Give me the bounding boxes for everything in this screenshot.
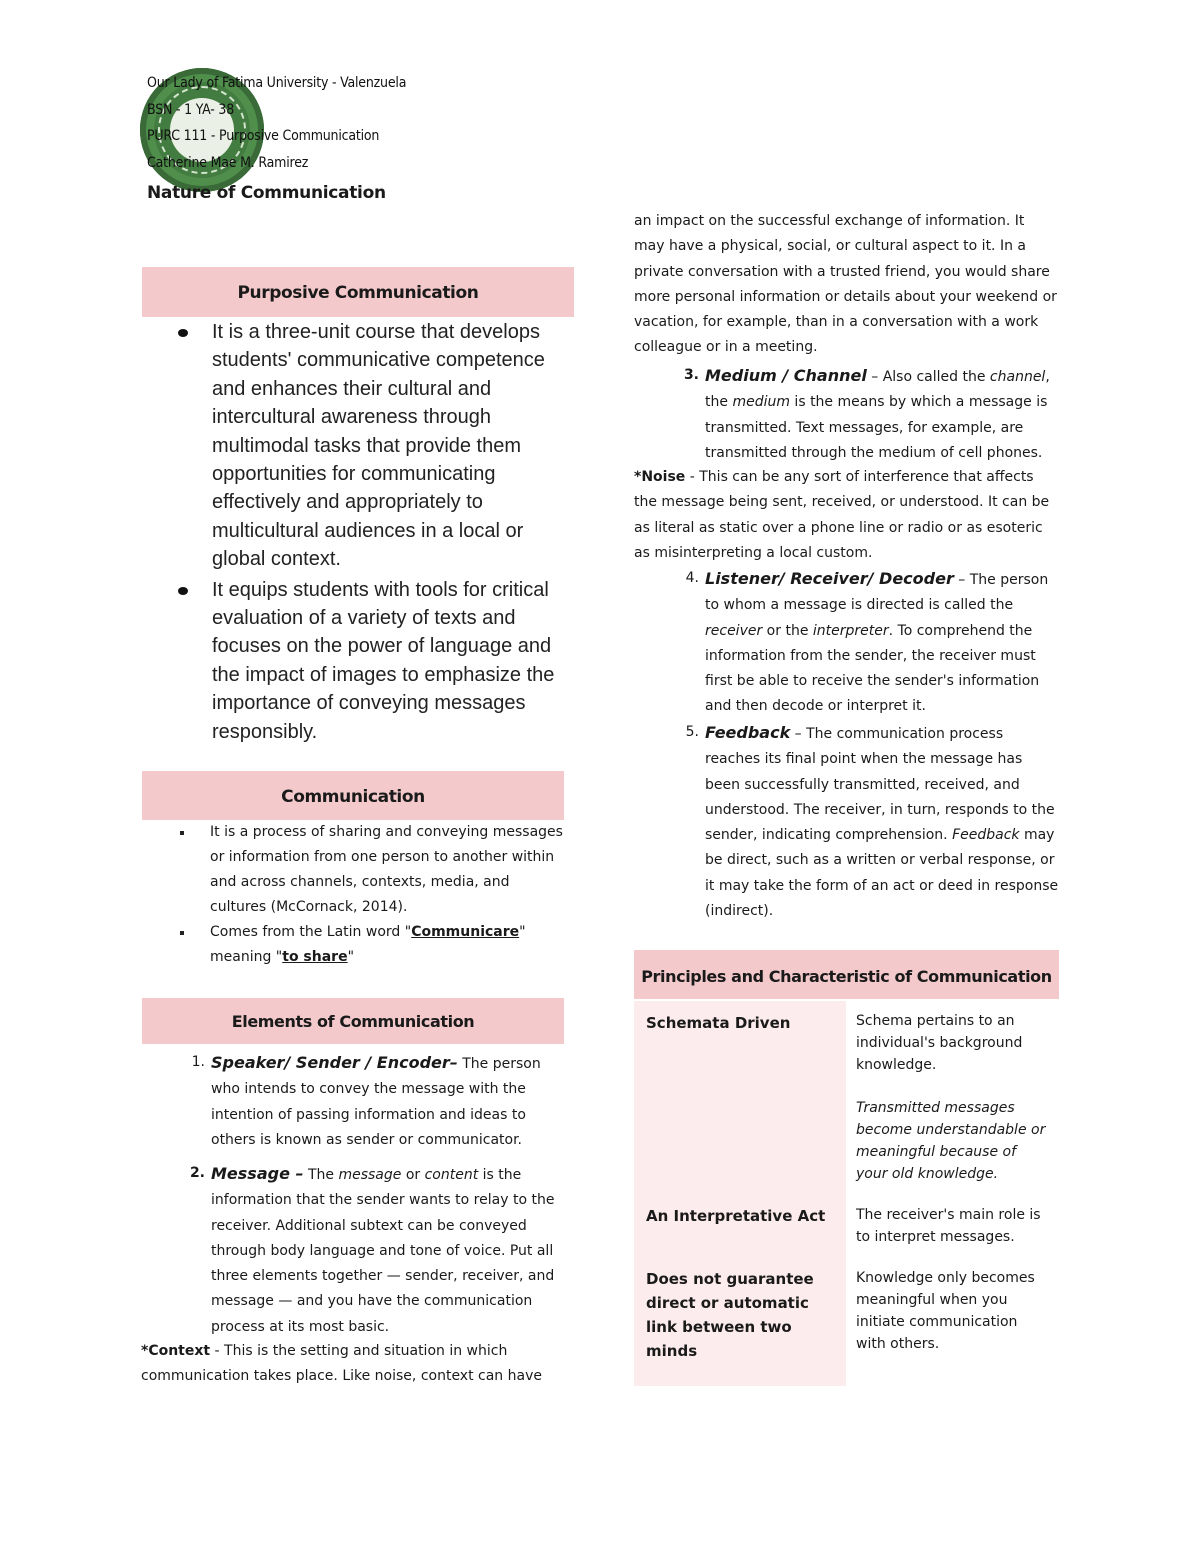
element-message-text: The xyxy=(303,1167,339,1183)
purposive-bullet-2: It equips students with tools for critical evaluation of a variety of texts and focuses on the power of language and the impact of images to emphasize the importance of conveying messages responsibly. xyxy=(212,578,555,743)
principle-italic-text: Transmitted messages become understandable or meaningful because of your old knowledge. xyxy=(856,1100,1046,1182)
element-number: 5. xyxy=(685,724,699,740)
table-row xyxy=(634,1001,1059,1195)
purposive-heading: Purposive Communication xyxy=(142,267,574,317)
element-message-label: Message – xyxy=(211,1164,304,1183)
document-title: Nature of Communication xyxy=(147,183,386,203)
element-channel-term: channel xyxy=(989,369,1046,385)
principle-label: An Interpretative Act xyxy=(646,1207,826,1225)
element-feedback-term: Feedback xyxy=(952,827,1020,844)
element-listener-text: – The person to whom a message is directed is called the xyxy=(705,572,1049,614)
table-cell-label xyxy=(634,1001,846,1195)
element-number: 1. xyxy=(191,1054,205,1070)
context-note xyxy=(141,1339,561,1390)
table-cell-label xyxy=(634,1195,846,1255)
purposive-bullet-list xyxy=(140,318,570,746)
element-medium-label: Medium / Channel xyxy=(705,366,867,385)
list-item xyxy=(170,820,570,920)
bullet-icon xyxy=(178,329,188,337)
communication-bullet-list xyxy=(170,820,570,970)
context-continued: an impact on the successful exchange of information. It may have a physical, social, or cultural aspect to it. In a private conversation with a trusted friend, you would share more personal information or details about your weekend or vacation, for example, than in a conversation with a work colleague or in a meeting. xyxy=(634,213,1057,356)
element-medium-text: , the xyxy=(705,369,1050,411)
element-medium-text: – Also called the xyxy=(866,369,990,385)
noise-note xyxy=(634,465,1059,566)
element-message-term: message xyxy=(338,1167,402,1183)
list-item xyxy=(170,920,570,970)
element-listener xyxy=(685,566,1059,720)
principle-label: Does not guarantee direct or automatic link between two minds xyxy=(646,1270,814,1360)
element-feedback-label: Feedback xyxy=(705,723,791,742)
bullet-icon xyxy=(178,587,188,595)
element-feedback-text: – The communication process reaches its final point when the message has been successfully transmitted, received, and understood. The receiver, in turn, responds to the sender, indicating comprehension. xyxy=(705,726,1055,844)
element-message xyxy=(189,1161,561,1340)
principle-text: Knowledge only becomes meaningful when you initiate communication with others. xyxy=(856,1270,1035,1352)
header-university: Our Lady of Fatima University - Valenzuela xyxy=(147,75,407,91)
element-speaker-label: Speaker/ Sender / Encoder– xyxy=(211,1053,458,1072)
table-row xyxy=(634,1255,1059,1386)
context-text: - This is the setting and situation in which communication takes place. Like noise, context can have xyxy=(141,1343,542,1385)
element-medium-term: medium xyxy=(732,394,790,411)
table-cell-text xyxy=(856,1010,1056,1185)
noise-text: - This can be any sort of interference that affects the message being sent, received, or understood. It can be as literal as static over a phone line or radio or as esoteric as misinterpreting a local custom. xyxy=(634,469,1050,561)
element-message-text: is the information that the sender wants to relay to the receiver. Additional subtext can be conveyed through body language and tone of voice. Put all three elements together — sender, receiver, and message — and you have the communication process at its most basic. xyxy=(211,1167,555,1335)
element-listener-text: . To comprehend the information from the sender, the receiver must first be able to receive the sender's information and then decode or interpret it. xyxy=(705,622,1040,715)
noise-label: *Noise xyxy=(634,469,686,485)
latin-origin-suffix: " xyxy=(347,949,355,965)
element-number: 2. xyxy=(189,1165,205,1181)
header-section: BSN - 1 YA- 38 xyxy=(147,102,235,118)
element-medium-text: is the means by which a message is transmitted. Text messages, for example, are transmitted through the medium of cell phones. xyxy=(705,394,1048,461)
principle-text: The receiver's main role is to interpret messages. xyxy=(856,1207,1041,1245)
communication-heading: Communication xyxy=(142,771,564,820)
principle-label: Schemata Driven xyxy=(646,1014,791,1032)
table-cell-label xyxy=(634,1255,846,1386)
element-listener-text: or the xyxy=(762,622,813,639)
principles-heading: Principles and Characteristic of Communication xyxy=(634,950,1059,999)
element-speaker xyxy=(191,1050,561,1153)
square-bullet-icon xyxy=(180,831,184,835)
element-feedback xyxy=(685,720,1059,924)
latin-origin-mid: " meaning " xyxy=(210,924,526,965)
element-receiver-term: receiver xyxy=(705,622,763,639)
context-label: *Context xyxy=(141,1343,211,1359)
element-content-term: content xyxy=(424,1167,479,1183)
principle-text: Schema pertains to an individual's background knowledge. xyxy=(856,1013,1023,1073)
table-row xyxy=(634,1195,1059,1255)
element-medium xyxy=(683,363,1059,466)
list-item xyxy=(140,576,570,746)
communication-bullet-1: It is a process of sharing and conveying messages or information from one person to another within and across channels, contexts, media, and cultures (McCornack, 2014). xyxy=(210,824,563,915)
elements-heading: Elements of Communication xyxy=(142,998,564,1044)
latin-origin-prefix: Comes from the Latin word " xyxy=(210,924,412,940)
element-listener-label: Listener/ Receiver/ Decoder xyxy=(705,569,954,588)
header-course: PURC 111 - Purposive Communication xyxy=(147,128,380,144)
element-feedback-text: may be direct, such as a written or verbal response, or it may take the form of an act or deed in response (indirect). xyxy=(705,827,1059,920)
latin-meaning: to share xyxy=(282,949,348,965)
element-interpreter-term: interpreter xyxy=(812,622,889,639)
header-author: Catherine Mae M. Ramirez xyxy=(147,155,309,171)
list-item xyxy=(140,318,570,574)
square-bullet-icon xyxy=(180,931,184,935)
element-number: 4. xyxy=(685,570,699,586)
purposive-bullet-1: It is a three-unit course that develops students' communicative competence and enhances their cultural and intercultural awareness through multimodal tasks that provide them opportunities for communicating effectively and appropriately to multicultural audiences in a local or global context. xyxy=(212,321,545,571)
element-speaker-text: The person who intends to convey the message with the intention of passing information and ideas to others is known as sender or communicator. xyxy=(211,1056,541,1148)
latin-word: Communicare xyxy=(411,924,520,940)
element-number: 3. xyxy=(683,367,699,383)
element-message-text: or xyxy=(401,1167,425,1183)
